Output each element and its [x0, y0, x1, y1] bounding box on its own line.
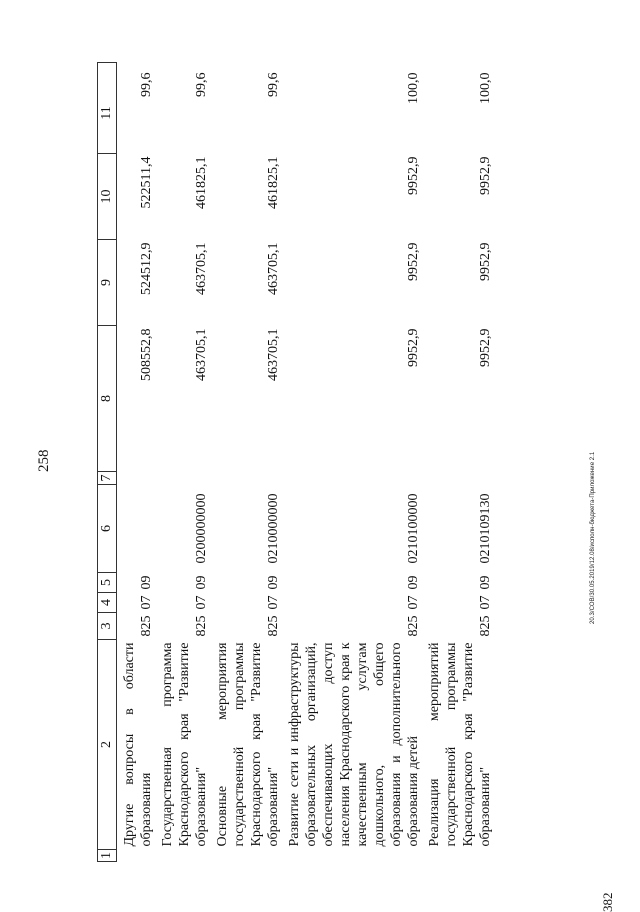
cell-c9: 9952,9: [422, 240, 494, 326]
cell-c5: 09: [282, 573, 422, 593]
row-name: Государственная программа Краснодарского края "Развитие образования": [155, 640, 210, 850]
cell-c10: 522511,4: [117, 154, 156, 240]
cell-c5: 09: [117, 573, 156, 593]
cell-c11: 99,6: [210, 63, 282, 154]
header-col-11: 11: [98, 63, 117, 154]
cell-c11: 99,6: [117, 63, 156, 154]
cell-c6: 0210109130: [422, 485, 494, 573]
header-col-10: 10: [98, 154, 117, 240]
cell-c3: 825: [210, 613, 282, 640]
header-col-8: 8: [98, 326, 117, 472]
cell-c7: [282, 472, 422, 485]
cell-c11: 100,0: [282, 63, 422, 154]
cell-c6: [117, 485, 156, 573]
cell-c4: 07: [155, 593, 210, 613]
budget-table: [97, 62, 494, 862]
cell-c8: 463705,1: [210, 326, 282, 472]
cell-c10: 9952,9: [282, 154, 422, 240]
corner-page-number: 382: [600, 893, 616, 912]
header-row: [98, 63, 117, 862]
header-col-2: 2: [98, 640, 117, 850]
cell-c10: 461825,1: [210, 154, 282, 240]
table-header: [98, 63, 117, 862]
row-name: Развитие сети и инфраструктуры образовательных организаций, обеспечивающих доступ населения Краснодарского края к качественным услугам дошкольного, общего образования и дополнительного образования детей: [282, 640, 422, 850]
page-number: 258: [36, 450, 53, 473]
cell-c4: 07: [282, 593, 422, 613]
row-name: Другие вопросы в области образования: [117, 640, 156, 850]
cell-c11: 99,6: [155, 63, 210, 154]
row-name: Реализация мероприятий государственной программы Краснодарского края "Развитие образования": [422, 640, 494, 850]
table-row: [282, 63, 422, 862]
cell-c7: [155, 472, 210, 485]
table-row: [210, 63, 282, 862]
header-col-9: 9: [98, 240, 117, 326]
header-col-6: 6: [98, 485, 117, 573]
cell-c6: 0210100000: [282, 485, 422, 573]
cell-c5: 09: [210, 573, 282, 593]
cell-c3: 825: [117, 613, 156, 640]
cell-c9: 463705,1: [210, 240, 282, 326]
cell-c7: [117, 472, 156, 485]
header-col-4: 4: [98, 593, 117, 613]
cell-c5: 09: [422, 573, 494, 593]
cell-c3: 825: [282, 613, 422, 640]
header-col-1: 1: [98, 850, 117, 862]
cell-c4: 07: [210, 593, 282, 613]
cell-c5: 09: [155, 573, 210, 593]
table-row: [422, 63, 494, 862]
table-body: [117, 63, 495, 862]
cell-c9: 9952,9: [282, 240, 422, 326]
table-row: [117, 63, 156, 862]
cell-c8: 508552,8: [117, 326, 156, 472]
cell-c6: 0210000000: [210, 485, 282, 573]
header-col-5: 5: [98, 573, 117, 593]
cell-c3: 825: [422, 613, 494, 640]
cell-c8: 9952,9: [422, 326, 494, 472]
cell-c4: 07: [422, 593, 494, 613]
cell-c8: 463705,1: [155, 326, 210, 472]
table-row: [155, 63, 210, 862]
cell-c10: 461825,1: [155, 154, 210, 240]
cell-c3: 825: [155, 613, 210, 640]
cell-c4: 07: [117, 593, 156, 613]
header-col-7: 7: [98, 472, 117, 485]
cell-c9: 463705,1: [155, 240, 210, 326]
cell-c7: [422, 472, 494, 485]
cell-c9: 524512,9: [117, 240, 156, 326]
cell-c8: 9952,9: [282, 326, 422, 472]
header-col-3: 3: [98, 613, 117, 640]
cell-c10: 9952,9: [422, 154, 494, 240]
cell-c11: 100,0: [422, 63, 494, 154]
row-name: Основные мероприятия государственной программы Краснодарского края "Развитие образования": [210, 640, 282, 850]
footer-file-path: 20.3/СОВ/30.05.2019/12.08/исполн-бюджета-Приложение 2.1: [590, 452, 596, 624]
cell-c7: [210, 472, 282, 485]
cell-c6: 0200000000: [155, 485, 210, 573]
